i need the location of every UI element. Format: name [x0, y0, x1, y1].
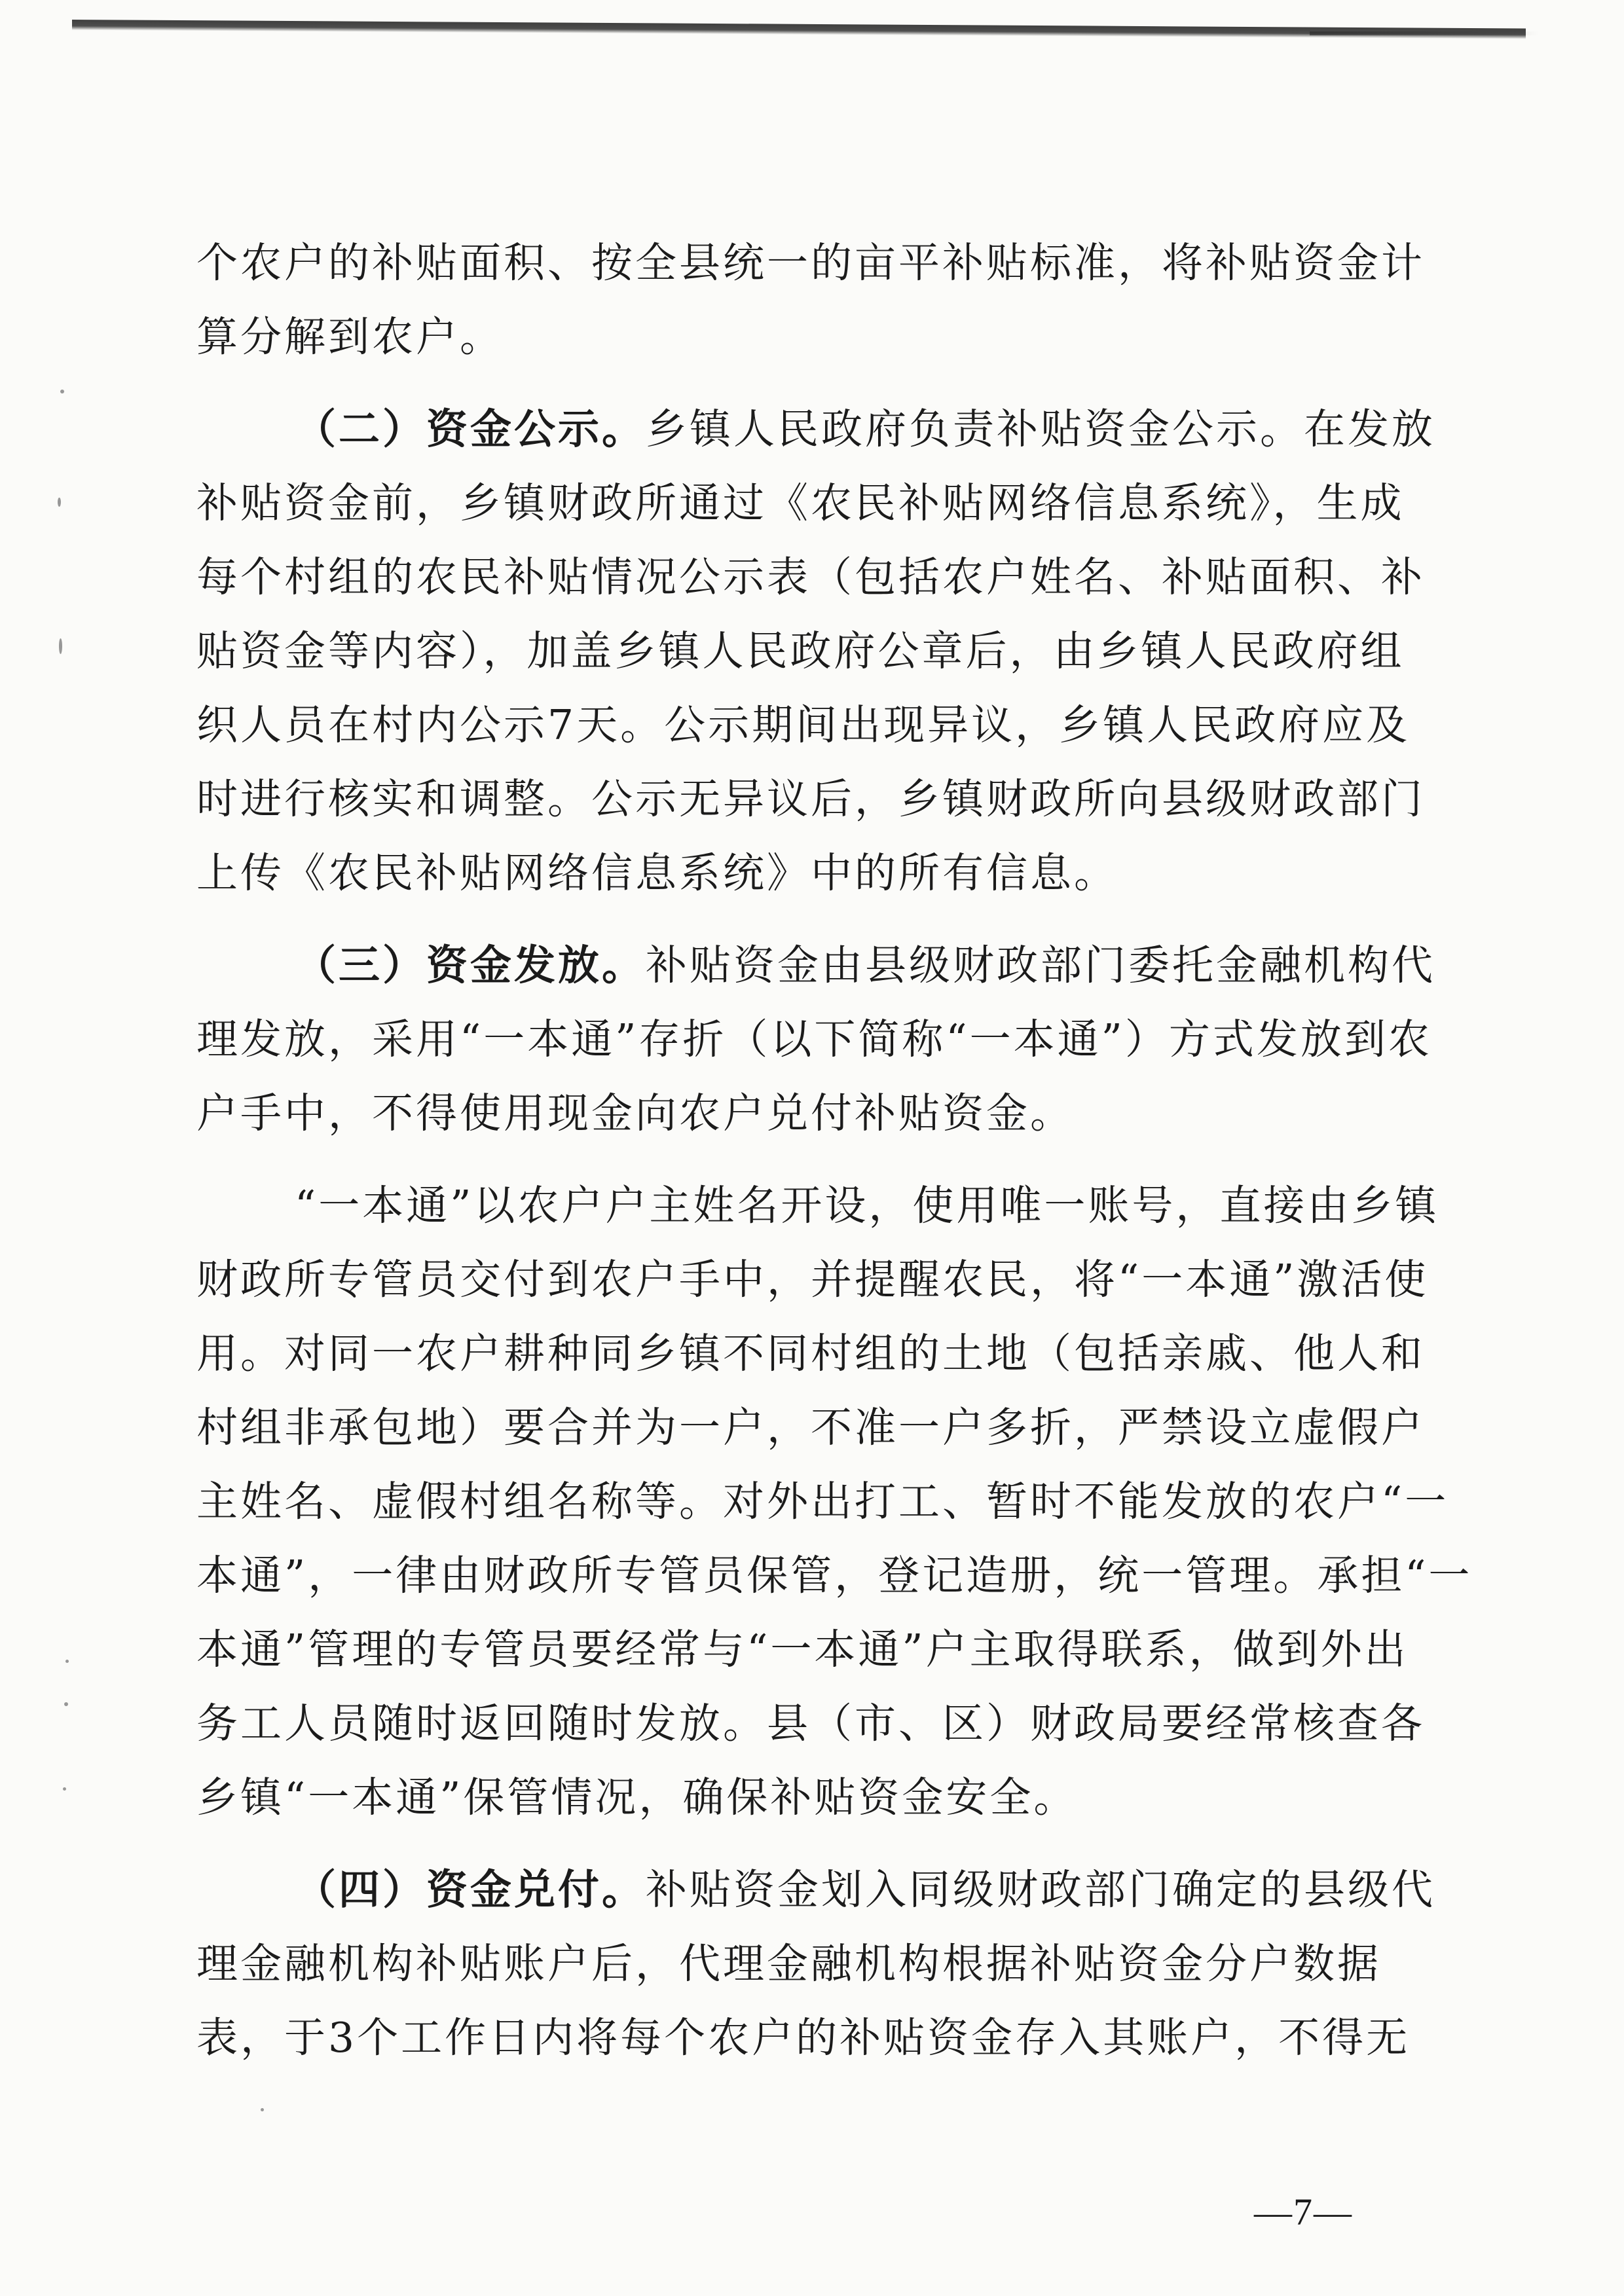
section-heading: （三）资金发放。 — [295, 941, 646, 989]
line-text: 个农户的补贴面积、按全县统一的亩平补贴标准，将补贴资金计 — [196, 239, 1425, 287]
text-line — [196, 466, 1431, 540]
line-text: 补贴资金由县级财政部门委托金融机构代 — [646, 941, 1435, 989]
text-line — [196, 2001, 1431, 2075]
text-line — [196, 226, 1431, 300]
scan-speck — [58, 498, 61, 507]
line-text: 乡镇“一本通”保管情况，确保补贴资金安全。 — [196, 1774, 1078, 1821]
line-text: 表，于3个工作日内将每个农户的补贴资金存入其账户，不得无 — [196, 2014, 1411, 2062]
top-border-rule-fade — [1310, 31, 1539, 35]
text-line — [196, 1391, 1431, 1465]
line-text: 用。对同一农户耕种同乡镇不同村组的土地（包括亲戚、他人和 — [196, 1330, 1425, 1377]
page-number: —7— — [1254, 2191, 1353, 2233]
text-line — [196, 1465, 1449, 1539]
text-line — [196, 1002, 1431, 1076]
text-line — [196, 1317, 1431, 1391]
document-body — [196, 226, 1473, 2075]
line-text: 织人员在村内公示7天。公示期间出现异议，乡镇人民政府应及 — [196, 701, 1411, 749]
line-text: 本通”，一律由财政所专管员保管，登记造册，统一管理。承担“一 — [196, 1552, 1473, 1599]
scan-speck — [63, 1787, 66, 1791]
line-text: 本通”管理的专管员要经常与“一本通”户主取得联系，做到外出 — [196, 1626, 1409, 1673]
scan-speck — [65, 1660, 69, 1663]
line-text: 补贴资金划入同级财政部门确定的县级代 — [646, 1866, 1435, 1914]
line-text: 村组非承包地）要合并为一户，不准一户多折，严禁设立虚假户 — [196, 1404, 1425, 1451]
text-line — [196, 300, 1431, 374]
line-text: 主姓名、虚假村组名称等。对外出打工、暂时不能发放的农户“一 — [196, 1478, 1449, 1525]
text-line — [196, 762, 1431, 836]
line-text: 贴资金等内容），加盖乡镇人民政府公章后，由乡镇人民政府组 — [196, 627, 1405, 675]
text-line — [196, 688, 1431, 762]
line-text: “一本通”以农户户主姓名开设，使用唯一账号，直接由乡镇 — [295, 1182, 1439, 1230]
paragraph-gap — [196, 1150, 1431, 1169]
text-line — [196, 1169, 1439, 1243]
section-heading: （四）资金兑付。 — [295, 1866, 646, 1914]
line-text: 财政所专管员交付到农户手中，并提醒农民，将“一本通”激活使 — [196, 1256, 1429, 1303]
line-text: 上传《农民补贴网络信息系统》中的所有信息。 — [196, 849, 1118, 897]
text-line — [196, 1686, 1431, 1760]
paragraph-gap — [196, 374, 1431, 392]
section-heading-line — [196, 928, 1435, 1002]
scan-speck — [60, 390, 64, 393]
text-line — [196, 1076, 1431, 1150]
paragraph-gap — [196, 910, 1431, 928]
text-line — [196, 1927, 1431, 2001]
line-text: 时进行核实和调整。公示无异议后，乡镇财政所向县级财政部门 — [196, 775, 1425, 823]
line-text: 理发放，采用“一本通”存折（以下简称“一本通”）方式发放到农 — [196, 1015, 1432, 1063]
line-text: 乡镇人民政府负责补贴资金公示。在发放 — [646, 405, 1435, 453]
paragraph-gap — [196, 1834, 1431, 1853]
scan-speck — [64, 1702, 68, 1706]
text-line — [196, 1760, 1431, 1834]
line-text: 每个村组的农民补贴情况公示表（包括农户姓名、补贴面积、补 — [196, 553, 1425, 601]
line-text: 理金融机构补贴账户后，代理金融机构根据补贴资金分户数据 — [196, 1940, 1381, 1988]
section-heading: （二）资金公示。 — [295, 405, 646, 453]
text-line — [196, 1539, 1473, 1613]
text-line — [196, 540, 1431, 614]
text-line — [196, 836, 1431, 910]
line-text: 算分解到农户。 — [196, 313, 504, 361]
text-line — [196, 1243, 1431, 1317]
line-text: 务工人员随时返回随时发放。县（市、区）财政局要经常核查各 — [196, 1700, 1425, 1747]
scan-speck — [261, 2108, 264, 2111]
line-text: 补贴资金前，乡镇财政所通过《农民补贴网络信息系统》，生成 — [196, 479, 1405, 527]
text-line — [196, 1613, 1431, 1686]
line-text: 户手中，不得使用现金向农户兑付补贴资金。 — [196, 1089, 1074, 1137]
text-line — [196, 614, 1431, 688]
scan-speck — [59, 638, 62, 654]
section-heading-line — [196, 392, 1435, 466]
top-border-rule — [72, 20, 1526, 39]
section-heading-line — [196, 1853, 1435, 1927]
